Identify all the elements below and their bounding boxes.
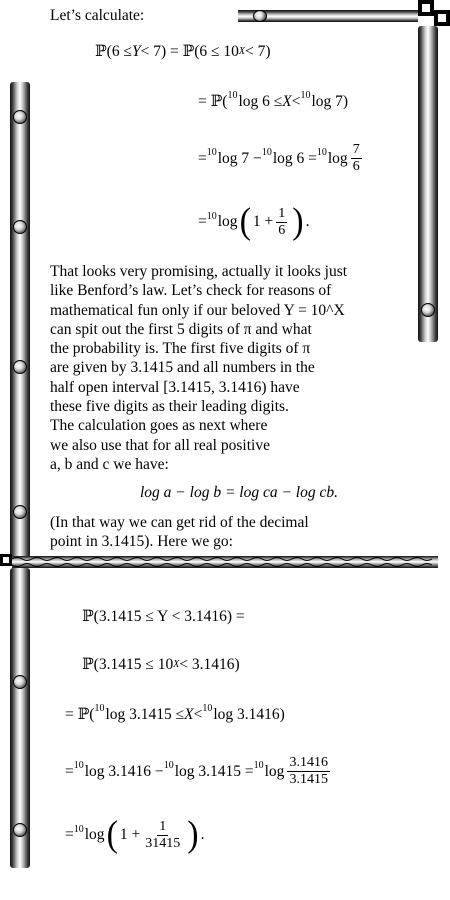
frame-knob-icon	[13, 110, 27, 124]
frame-corner-top-right-2	[434, 10, 450, 26]
equation-7: = ℙ( 10 log 3.1415 ≤ X < 10 log 3.1416)	[65, 703, 285, 723]
frame-left-bar	[10, 82, 30, 558]
frame-corner-top-right	[418, 0, 434, 16]
equation-4: = 10 log ( 1 + $\frac{1}{6}$ ) .	[198, 201, 310, 242]
frame-knob-icon	[13, 360, 27, 374]
frame-wave-bar	[12, 556, 438, 568]
frame-knob-icon	[13, 675, 27, 689]
fraction: $\frac{1}{31415}$	[145, 818, 181, 851]
frame-knob-icon	[13, 220, 27, 234]
fraction: $\frac{3.1416}{3.1415}$	[289, 755, 328, 787]
equation-9: = 10 log ( 1 + $\frac{1}{31415}$ ) .	[65, 814, 205, 855]
fraction: $\frac{7}{6}$	[352, 142, 360, 174]
equation-1: ℙ(6 ≤ Y < 7) = ℙ(6 ≤ 10 X < 7)	[95, 42, 271, 60]
log-identity: log a − log b = log ca − log cb.	[140, 484, 338, 501]
equation-2: = ℙ( 10 log 6 ≤ X < 10 log 7)	[198, 90, 349, 110]
frame-knob-icon	[253, 10, 267, 22]
equation-3: = 10 log 7 − 10 log 6 = 10 log $\frac{7}{6}$	[198, 142, 360, 174]
equation-6: ℙ(3.1415 ≤ 10 X < 3.1416)	[82, 655, 240, 673]
frame-knob-icon	[13, 823, 27, 837]
equation-8: = 10 log 3.1416 − 10 log 3.1415 = 10 log $\frac{3.1416}{3.1415}$	[65, 755, 328, 787]
frame-corner-mid-left	[0, 554, 12, 566]
intro-text: Let’s calculate:	[50, 7, 145, 24]
body-paragraph-2: (In that way we can get rid of the decimal point in 3.1415). Here we go:	[50, 514, 309, 551]
body-paragraph: That looks very promising, actually it looks just like Benford’s law. Let’s check for reasons of mathematical fun only if our beloved Y = 10^X can spit out the first 5 digits of π and what the probability is. The first five digits of π are given by 3.1415 and all numbers in the half open interval [3.1415, 3.1416) have these five digits as their leading digits. The calculation goes as next where we also use that for all real positive a, b and c we have:	[50, 263, 348, 473]
frame-knob-icon	[13, 505, 27, 519]
frame-knob-icon	[421, 303, 435, 317]
frame-right-bar	[418, 26, 438, 342]
fraction: $\frac{1}{6}$	[278, 205, 286, 238]
equation-5: ℙ(3.1415 ≤ Y < 3.1416) =	[82, 608, 245, 625]
